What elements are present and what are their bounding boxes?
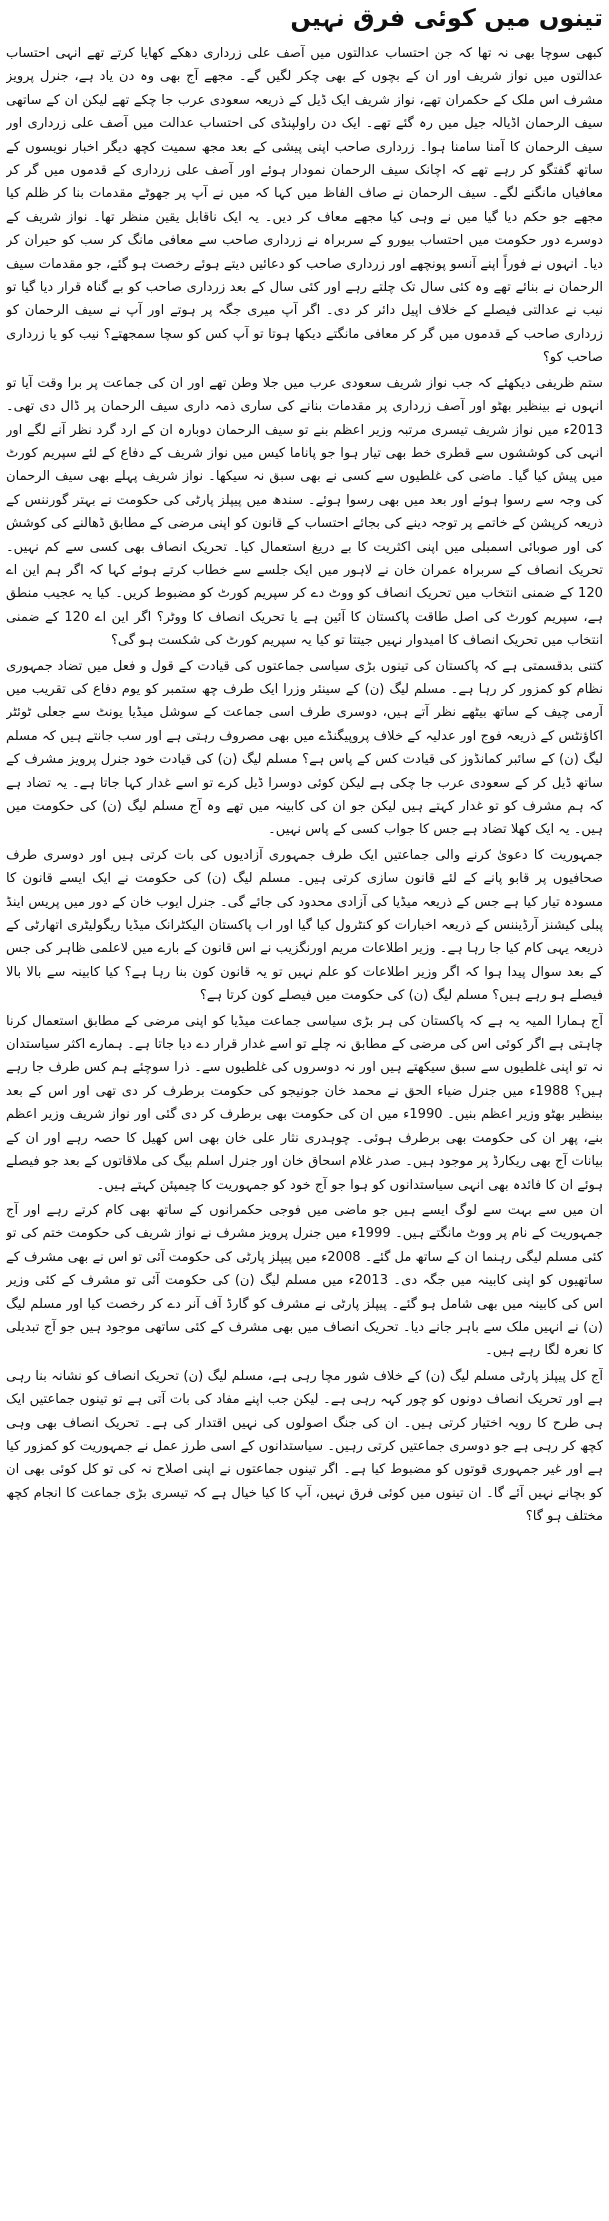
article-paragraph: کبھی سوچا بھی نہ تھا کہ جن احتساب عدالتوں میں آصف علی زرداری دھکے کھایا کرتے تھے انہی احتساب عدالتوں میں نواز شریف اور ان کے بچوں کے بھی چکر لگیں گے۔ مجھے آج بھی وہ دن یاد ہے، جنرل پرویز مشرف اس ملک کے حکمران تھے، نواز شریف ایک ڈیل کے ذریعہ سعودی عرب جا چکے تھے لیکن ان کے ساتھی سیف الرحمان اڈیالہ جیل میں رہ گئے تھے۔ ایک دن راولپنڈی کی احتساب عدالت میں آصف علی زرداری اور سیف الرحمان کا آمنا سامنا ہوا۔ زرداری صاحب اپنی پیشی کے بعد مجھ سمیت کچھ دیگر اخبار نویسوں کے ساتھ گفتگو کر رہے تھے کہ اچانک سیف الرحمان نمودار ہوئے اور آصف علی زرداری کے قدموں میں گر کر معافیاں مانگنے لگے۔ سیف الرحمان نے صاف الفاظ میں کہا کہ میں نے آپ پر جھوٹے مقدمات بنا کر ظلم کیا مجھے جو حکم دیا گیا میں نے وہی کیا مجھے معاف کر دیں۔ یہ ایک ناقابل یقین منظر تھا۔ نواز شریف کے دوسرے دور حکومت میں احتساب بیورو کے سربراہ نے زرداری صاحب سے معافی مانگ کر سب کو حیران کر دیا۔ انہوں نے فوراً اپنے آنسو پونچھے اور زرداری صاحب کو دعائیں دیتے ہوئے رخصت ہو گئے، جو مقدمات سیف الرحمان نے بنائے تھے وہ کئی سال تک چلتے رہے اور کئی سال کے بعد زرداری صاحب کو بے گناہ قرار دیا گیا تو نیب نے عدالتی فیصلے کے خلاف اپیل دائر کر دی۔ اگر آپ میری جگہ پر ہوتے اور آپ نے سیف الرحمان کو زرداری صاحب کے قدموں میں گر کر معافی مانگتے دیکھا ہوتا تو آپ کس کو سچا سمجھتے؟ نیب کو یا زرداری صاحب کو؟ bbox=[6, 46, 603, 366]
article-paragraph: کتنی بدقسمتی ہے کہ پاکستان کی تینوں بڑی سیاسی جماعتوں کی قیادت کے قول و فعل میں تضاد جمہوری نظام کو کمزور کر رہا ہے۔ مسلم لیگ (ن) کے سینئر وزرا ایک طرف چھ ستمبر کو یوم دفاع کی تقریب میں آرمی چیف کے ساتھ بیٹھے نظر آتے ہیں، دوسری طرف اسی جماعت کے سوشل میڈیا یونٹ سے جعلی ٹوئٹر اکاؤنٹس کے ذریعہ فوج اور عدلیہ کے خلاف پروپیگنڈے میں بھی مصروف رہتی ہے اور سب جانتے ہیں کہ مسلم لیگ (ن) کے سائبر کمانڈوز کی قیادت کس کے پاس ہے؟ مسلم لیگ (ن) کی قیادت خود جنرل پرویز مشرف کے ساتھ ڈیل کر کے سعودی عرب جا چکی ہے لیکن کوئی دوسرا ڈیل کرے تو اسے غدار کہا جاتا ہے۔ یہ تضاد ہے کہ ہم مشرف کو تو غدار کہتے ہیں لیکن جو ان کی کابینہ میں تھے وہ آج مسلم لیگ (ن) کی حکومت میں ہیں۔ یہ ایک کھلا تضاد ہے جس کا جواب کسی کے پاس نہیں۔ bbox=[6, 658, 603, 838]
article-paragraph: آج ہمارا المیہ یہ ہے کہ پاکستان کی ہر بڑی سیاسی جماعت میڈیا کو اپنی مرضی کے مطابق استعمال کرنا چاہتی ہے اگر کوئی اس کی مرضی کے مطابق نہ چلے تو اسے غدار قرار دے دیا جاتا ہے۔ ہمارے اکثر سیاستدان نہ تو اپنی غلطیوں سے سبق سیکھتے ہیں اور نہ دوسروں کی غلطیوں سے۔ ذرا سوچئے ہم کس طرف جا رہے ہیں؟ 1988ء میں جنرل ضیاء الحق نے محمد خان جونیجو کی حکومت برطرف کر دی تھی اور اس کے بعد بینظیر بھٹو وزیر اعظم بنیں۔ 1990ء میں ان کی حکومت بھی برطرف کر دی گئی اور نواز شریف وزیر اعظم بنے، پھر ان کی حکومت بھی برطرف ہوئی۔ چوہدری نثار علی خان بھی اس کھیل کا حصہ رہے اور ان کے بیانات آج بھی ریکارڈ پر موجود ہیں۔ صدر غلام اسحاق خان اور جنرل اسلم بیگ کی ملاقاتوں کے بعد جو فیصلے ہوئے ان کا فائدہ بھی انہی سیاستدانوں کو ہوا جو آج خود کو جمہوریت کا چیمپئن کہتے ہیں۔ bbox=[6, 1013, 603, 1193]
article-paragraph: آج کل پیپلز پارٹی مسلم لیگ (ن) کے خلاف شور مچا رہی ہے، مسلم لیگ (ن) تحریک انصاف کو نشانہ بنا رہی ہے اور تحریک انصاف دونوں کو چور کہہ رہی ہے۔ لیکن جب اپنے مفاد کی بات آتی ہے تو تینوں جماعتیں ایک ہی طرح کا رویہ اختیار کرتی ہیں۔ ان کی جنگ اصولوں کی نہیں اقتدار کی ہے۔ تحریک انصاف بھی وہی کچھ کر رہی ہے جو دوسری جماعتیں کرتی رہیں۔ سیاستدانوں کے اسی طرز عمل نے جمہوریت کو کمزور کیا ہے اور غیر جمہوری قوتوں کو مضبوط کیا ہے۔ اگر تینوں جماعتوں نے اپنی اصلاح نہ کی تو کل کوئی بھی ان کو بچانے نہیں آئے گا۔ ان تینوں میں کوئی فرق نہیں، آپ کا کیا خیال ہے کہ تیسری بڑی جماعت کا انجام کچھ مختلف ہو گا؟ bbox=[6, 1368, 603, 1525]
article-paragraph: جمہوریت کا دعویٰ کرنے والی جماعتیں ایک طرف جمہوری آزادیوں کی بات کرتی ہیں اور دوسری طرف صحافیوں پر قابو پانے کے لئے قانون سازی کرتی ہیں۔ مسلم لیگ (ن) کی حکومت نے ایک ایسے قانون کا مسودہ تیار کیا ہے جس کے ذریعہ میڈیا کی آزادی محدود کی جائے گی۔ جنرل ایوب خان کے دور میں پریس اینڈ پبلی کیشنز آرڈیننس کے ذریعہ اخبارات کو کنٹرول کیا گیا اور اب پاکستان الیکٹرانک میڈیا ریگولیٹری اتھارٹی کے ذریعہ یہی کام کیا جا رہا ہے۔ وزیر اطلاعات مریم اورنگزیب نے اس قانون کے بارے میں لاعلمی ظاہر کی جس کے بعد سوال پیدا ہوا کہ اگر وزیر اطلاعات کو علم نہیں تو یہ قانون کون بنا رہا ہے؟ کیا کابینہ سے بالا بالا فیصلے ہو رہے ہیں؟ مسلم لیگ (ن) کی حکومت میں فیصلے کون کرتا ہے؟ bbox=[6, 847, 603, 1004]
article-paragraph: ان میں سے بہت سے لوگ ایسے ہیں جو ماضی میں فوجی حکمرانوں کے ساتھ بھی کام کرتے رہے اور آج جمہوریت کے نام پر ووٹ مانگتے ہیں۔ 1999ء میں جنرل پرویز مشرف نے نواز شریف کی حکومت ختم کی تو کئی مسلم لیگی رہنما ان کے ساتھ مل گئے۔ 2008ء میں پیپلز پارٹی کی حکومت آئی تو اس نے بھی مشرف کے ساتھیوں کو اپنی کابینہ میں جگہ دی۔ 2013ء میں مسلم لیگ (ن) کی حکومت آئی تو مشرف کے کئی وزیر اس کی کابینہ میں بھی شامل ہو گئے۔ پیپلز پارٹی نے مشرف کو گارڈ آف آنر دے کر رخصت کیا اور مسلم لیگ (ن) نے انہیں ملک سے باہر جانے دیا۔ تحریک انصاف میں بھی مشرف کے کئی ساتھی موجود ہیں جو آج تبدیلی کا نعرہ لگا رہے ہیں۔ bbox=[6, 1202, 603, 1359]
article-headline: تینوں میں کوئی فرق نہیں bbox=[290, 4, 603, 32]
article-body bbox=[6, 42, 603, 2212]
article-paragraph: ستم ظریفی دیکھئے کہ جب نواز شریف سعودی عرب میں جلا وطن تھے اور ان کی جماعت پر برا وقت آیا تو انہوں نے بینظیر بھٹو اور آصف زرداری پر مقدمات بنانے کی ساری ذمہ داری سیف الرحمان پر ڈال دی تھی۔ 2013ء میں نواز شریف تیسری مرتبہ وزیر اعظم بنے تو سیف الرحمان دوبارہ ان کے ارد گرد نظر آنے لگے اور انہی کی کوششوں سے قطری خط بھی تیار ہوا جو پاناما کیس میں نواز شریف کے دفاع کے لئے سپریم کورٹ میں پیش کیا گیا۔ ماضی کی غلطیوں سے کسی نے بھی سبق نہ سیکھا۔ نواز شریف پہلے بھی سیف الرحمان کی وجہ سے رسوا ہوئے اور بعد میں بھی رسوا ہوئے۔ سندھ میں پیپلز پارٹی کی حکومت نے بہتر گورننس کے ذریعہ کرپشن کے خاتمے پر توجہ دینے کی بجائے احتساب کے قانون کو اپنی مرضی کے مطابق ڈھالنے کی کوشش کی اور صوبائی اسمبلی میں اپنی اکثریت کا بے دریغ استعمال کیا۔ تحریک انصاف بھی کسی سے کم نہیں۔ تحریک انصاف کے سربراہ عمران خان نے لاہور میں ایک جلسے سے خطاب کرتے ہوئے کہا کہ اگر ہم این اے 120 کے ضمنی انتخاب میں تحریک انصاف کو ووٹ دے کر سپریم کورٹ کو مضبوط کریں۔ کیا یہ عجیب منطق ہے، سپریم کورٹ کی اصل طاقت پاکستان کا آئین ہے یا تحریک انصاف کا ووٹر؟ اگر این اے 120 کے ضمنی انتخاب میں تحریک انصاف کا امیدوار نہیں جیتتا تو کیا یہ سپریم کورٹ کی شکست ہو گی؟ bbox=[6, 375, 603, 649]
